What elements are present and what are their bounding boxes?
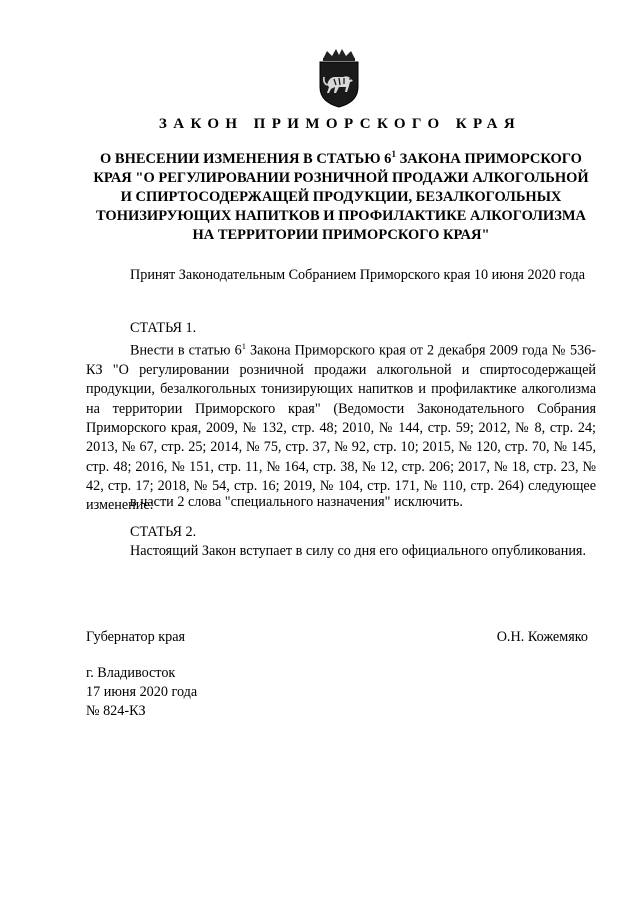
law-number: № 824-КЗ [86, 703, 146, 719]
signatory-position: Губернатор края [86, 629, 186, 645]
document-footer [86, 664, 197, 721]
signatory-name: О.Н. Кожемяко [496, 629, 588, 645]
article-1-text [86, 337, 596, 515]
law-title-text: ЗАКОН ПРИМОРСКОГО КРАЯ [158, 116, 522, 132]
article-1-change: в части 2 слова "специального назначения" исключить. [130, 494, 463, 510]
signing-city: г. Владивосток [86, 665, 176, 681]
article-2-text: Настоящий Закон вступает в силу со дня его официального опубликования. [130, 543, 586, 559]
law-subject-heading [86, 145, 596, 245]
subject-text-part1: О ВНЕСЕНИИ ИЗМЕНЕНИЯ В СТАТЬЮ 6 [100, 150, 392, 167]
subject-text-part2: ЗАКОНА ПРИМОРСКОГО КРАЯ "О РЕГУЛИРОВАНИИ РОЗНИЧНОЙ ПРОДАЖИ АЛКОГОЛЬНОЙ И СПИРТОСОДЕРЖАЩЕЙ ПРОДУКЦИИ, БЕЗАЛКОГОЛЬНЫХ ТОНИЗИРУЮЩИХ НАПИТКОВ И ПРОФИЛАКТИКЕ АЛКОГОЛИЗМА НА ТЕРРИТОРИИ ПРИМОРСКОГО КРАЯ" [93, 150, 589, 243]
article-2-heading: СТАТЬЯ 2. [130, 524, 197, 540]
article-1-text-part2: Закона Приморского края от 2 декабря 2009 года № 536-КЗ "О регулировании розничной продажи алкогольной и спиртосодержащей продукции, безалкогольных тонизирующих напитков и профилактике алкоголизма на территории Приморского края" (Ведомости Законодательного Собрания Приморского края, 2009, № 132, стр. 48; 2010, № 144, стр. 59; 2012, № 8, стр. 24; 2013, № 67, стр. 25; 2014, № 75, стр. 37, № 92, стр. 10; 2015, № 120, стр. 70, № 145, стр. 48; 2016, № 151, стр. 11, № 164, стр. 38, № 12, стр. 206; 2017, № 18, стр. 23, № 42, стр. 17; 2018, № 54, стр. 16; 2019, № 104, стр. 171, № 110, стр. 264) следующее изменение: [86, 342, 596, 514]
article-1-heading: СТАТЬЯ 1. [130, 320, 197, 336]
article-1-superscript: 1 [241, 341, 246, 351]
adoption-statement: Принят Законодательным Собранием Приморского края 10 июня 2020 года [130, 267, 586, 283]
signing-date: 17 июня 2020 года [86, 684, 198, 700]
coat-of-arms-icon [317, 47, 361, 109]
law-title [0, 116, 640, 133]
subject-superscript: 1 [391, 149, 396, 159]
coat-of-arms-graphic [317, 47, 361, 109]
article-1-text-part1: Внести в статью 6 [130, 342, 242, 359]
